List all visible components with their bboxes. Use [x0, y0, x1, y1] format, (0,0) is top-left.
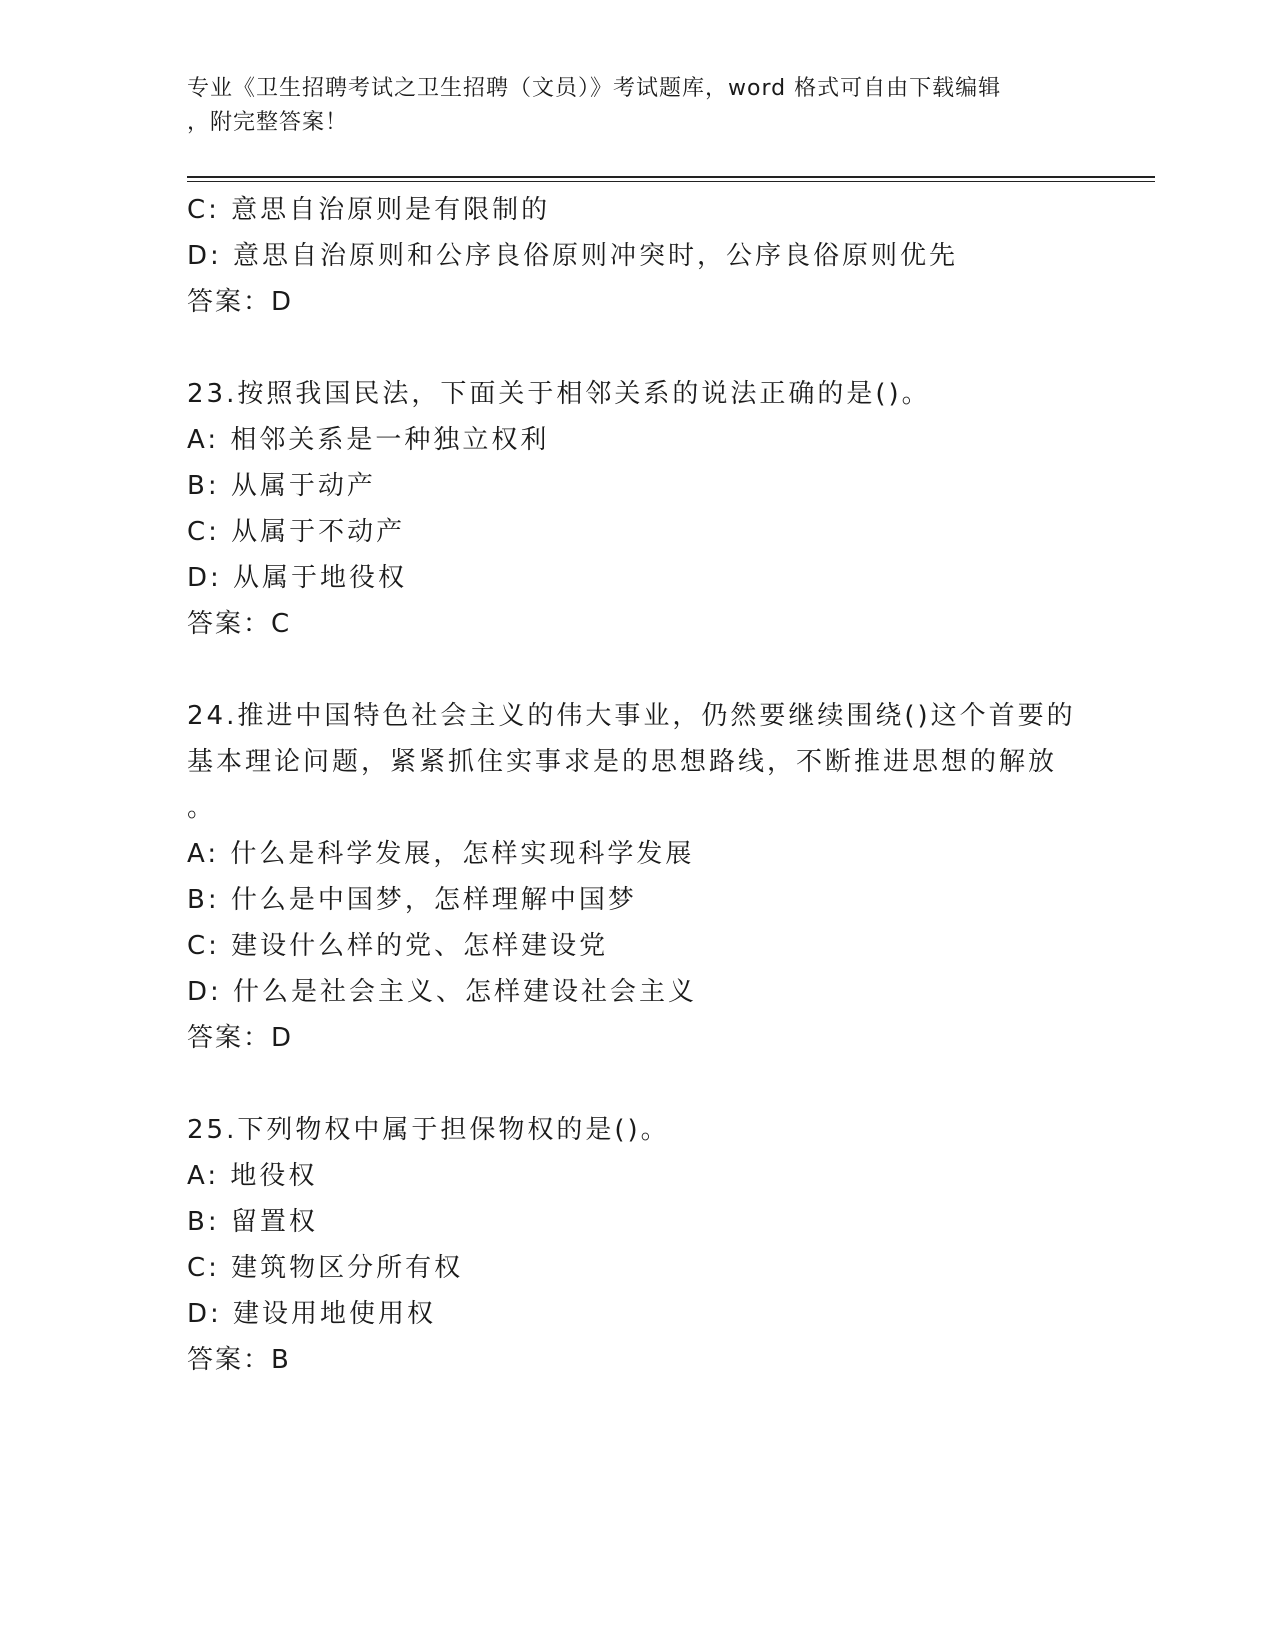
- option-c: C: 建设什么样的党、怎样建设党: [187, 931, 609, 961]
- question-block-23: [187, 371, 1087, 647]
- option-a: A: 什么是科学发展，怎样实现科学发展: [187, 839, 695, 869]
- question-stem-line-1: 24.推进中国特色社会主义的伟大事业，仍然要继续围绕()这个首要的: [187, 701, 1076, 731]
- header-line-1: 专业《卫生招聘考试之卫生招聘（文员）》考试题库，word 格式可自由下载编辑: [187, 76, 1002, 101]
- option-d: D: 从属于地役权: [187, 563, 408, 593]
- option-c: C: 从属于不动产: [187, 517, 406, 547]
- question-stem: 23.按照我国民法，下面关于相邻关系的说法正确的是()。: [187, 379, 931, 409]
- header-line-2: ，附完整答案！: [187, 110, 349, 135]
- option-a: A: 相邻关系是一种独立权利: [187, 425, 550, 455]
- question-block-22-continued: [187, 187, 1087, 325]
- question-spacer: [187, 647, 1087, 693]
- option-b: B: 留置权: [187, 1207, 318, 1237]
- option-b: B: 什么是中国梦，怎样理解中国梦: [187, 885, 637, 915]
- question-block-24: [187, 693, 1087, 1061]
- question-stem: 25.下列物权中属于担保物权的是()。: [187, 1115, 670, 1145]
- document-header: [187, 72, 1067, 140]
- option-d: D: 意思自治原则和公序良俗原则冲突时，公序良俗原则优先: [187, 241, 959, 271]
- option-d: D: 什么是社会主义、怎样建设社会主义: [187, 977, 698, 1007]
- answer-line: 答案：D: [187, 1023, 294, 1053]
- option-c: C: 建筑物区分所有权: [187, 1253, 464, 1283]
- answer-line: 答案：D: [187, 287, 294, 317]
- option-c: C: 意思自治原则是有限制的: [187, 195, 551, 225]
- question-block-25: [187, 1107, 1087, 1383]
- question-spacer: [187, 325, 1087, 371]
- question-spacer: [187, 1061, 1087, 1107]
- answer-line: 答案：C: [187, 609, 292, 639]
- answer-line: 答案：B: [187, 1345, 291, 1375]
- question-stem-line-2: 基本理论问题，紧紧抓住实事求是的思想路线，不断推进思想的解放: [187, 747, 1058, 777]
- question-list: [187, 187, 1087, 1383]
- option-d: D: 建设用地使用权: [187, 1299, 437, 1329]
- header-divider-thick: [187, 176, 1155, 178]
- header-divider-thin: [187, 181, 1155, 182]
- question-stem-line-3: 。: [187, 793, 217, 823]
- option-a: A: 地役权: [187, 1161, 318, 1191]
- option-b: B: 从属于动产: [187, 471, 376, 501]
